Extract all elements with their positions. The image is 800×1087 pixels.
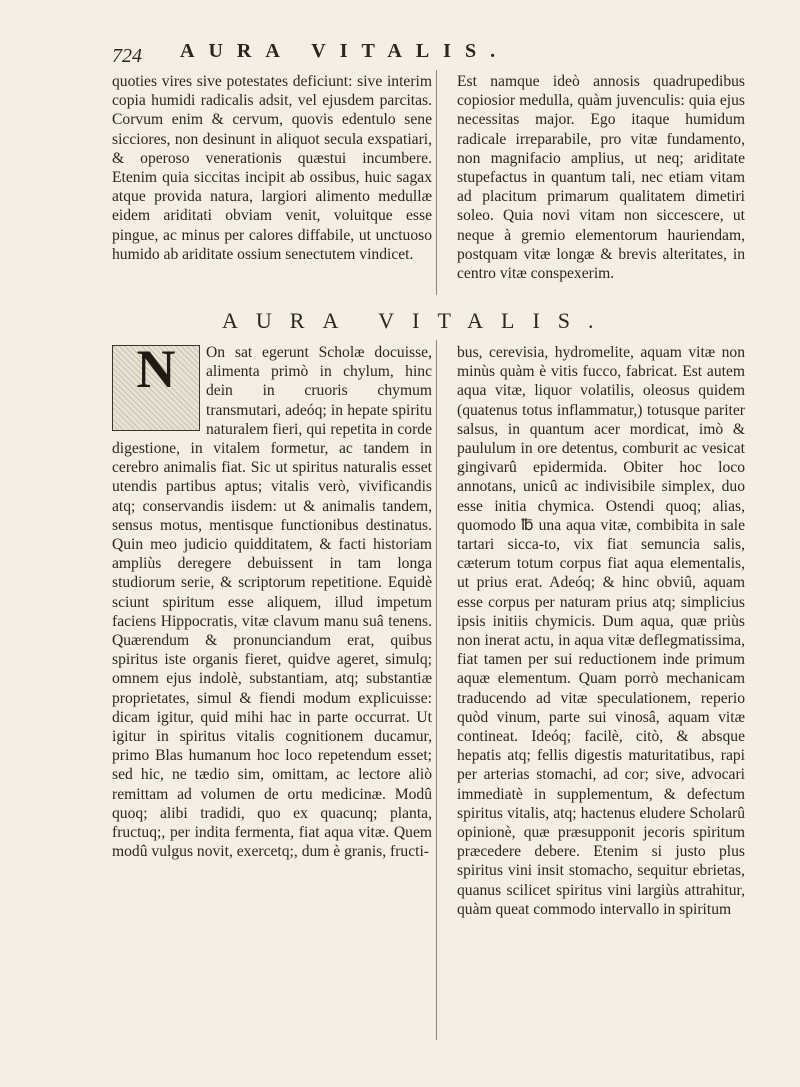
top-left-column bbox=[112, 72, 432, 264]
column-divider-bottom bbox=[436, 340, 437, 1040]
section-right-text: bus, cerevisia, hydromelite, aquam vitæ non minùs quàm è vitis fucco, fabricat. Est autem aqua vitæ, liquor volatilis, oleosus quidem (quatenus totus inflammatur,) totusque pariter salsus, in quantum acer mordicat, imò & paululum in ore detentus, comburit ac vesicat gingivarû epidermida. Obiter hoc loco annotans, unicû ac indivisibile simplex, duo esse initia chymica. Ostendi quoq; alias, quomodo ℔ una aqua vitæ, combibita in sale tartari sicca-to, vix fiat semuncia salis, cæterum totum corpus fiat aqua elementalis, ut prius erat. Adeóq; & hinc obviû, aquam esse corpus per naturam prius atq; simplicius ipsis initiis chymicis. Dum aqua, quæ priùs non inerat actu, in aqua vitæ deflegmatissima, fiat tamen per sui reductionem inde primum aquæ elementum. Quam porrò mechanicam traducendo ad vitæ speculationem, reperio quòd vinum, parte sui vinosâ, aquam vitæ contineat. Ideóq; facilè, citò, & absque hepatis atq; fellis digestis maturitatibus, rapi per arterias stomachi, ad cor; sive, advocari immediatè in supplementum, & defectum spiritus vitalis, atq; hactenus eludere Scholarû opinionè, quæ præsupponit jecoris spiritum præcedere debere. Etenim si justo plus spiritus vini insit stomacho, sequitur ebrietas, quanus scilicet spiritus vini largiùs attrahitur, quàm queat commodo intervallo in spiritum bbox=[457, 344, 745, 918]
top-right-column bbox=[457, 72, 745, 283]
running-title: AURA VITALIS. bbox=[180, 40, 510, 62]
initial-letter: N bbox=[136, 339, 176, 399]
top-right-text: Est namque ideò annosis quadrupedibus copiosior medulla, quàm juvenculis: quia ejus necessitas major. Ego itaque humidum radicale irreparabile, pro vitæ fundamento, non magnifacio amplius, ut neq; ariditate stupefactus in quantum tali, nec etiam vitam ad placitum primarum qualitatem dimetiri soleo. Quia novi vitam non siccescere, ut neque à gremio elementorum hauriendam, postquam vitæ longæ & brevis alteritates, in centro vitæ conspexerim. bbox=[457, 73, 745, 283]
column-divider-top bbox=[436, 70, 437, 295]
section-title: AURA VITALIS. bbox=[222, 308, 612, 333]
page-number: 724 bbox=[112, 45, 142, 67]
section-right-column bbox=[457, 343, 745, 919]
section-left-text: On sat egerunt Scholæ docuisse, alimenta primò in chylum, hinc dein in cruoris chymum transmutari, adeóq; in hepate spiritu naturalem fieri, qui repetita in corde digestione, in vitalem formetur, ac tandem in cerebro animalis fiat. Sic ut spiritus naturalis esset utendis partibus aptus; vitalis verò, vivificandis atq; conservandis iisdem: ut & animalis tandem, sensus motus, mentisque functionibus destinatus. Quin meo judicio quidditatem, & facti historiam ampliùs deregere debuissent in tam longa studiorum serie, & scriptorum repetitione. Equidè sciunt spiritum esse aliquem, illud impetum faciens Hippocratis, vitæ clavum manu suâ tenens. Quærendum & pronunciandum erat, quibus spiritus iste organis fieret, quidve ageret, simulq; omnem ejus indolè, substantiam, atq; substantiæ proprietates, simul & fiendi modum explicuisse: dicam igitur, quid mihi hac in parte occurrat. Ut igitur in spiritus vitalis cognitionem ducamur, primo Blas humanum hoc loco repetendum esset; sed hic, ne tædio sim, omittam, ac lectore aliò remittam ad volumen de ortu medicinæ. Modû quoq; alibi tradidi, quo ex quacunq; planta, fructuq;, per indita fermenta, fiat aqua vitæ. Quem modû vulgus novit, exercetq;, dum è granis, fructi- bbox=[112, 344, 432, 861]
decorated-initial bbox=[112, 339, 200, 431]
top-left-text: quoties vires sive potestates deficiunt: sive interim copia humidi radicalis adsit, vel ejusdem parcitas. Corvum enim & cervum, quovis edentulo sene sicciores, non desinunt in aliquot secula exspatiari, & operoso venerationis quæstui incumbere. Etenim quia siccitas incipit ab ossibus, huic sagax atque provida natura, largiori alimento medullæ eidem ariditati obviam venit, voluitque esse pingue, ac minus per calores diffabile, ut unctuoso humido ab ariditate ossium senectutem vindicet. bbox=[112, 73, 432, 263]
section-left-column bbox=[112, 339, 432, 861]
